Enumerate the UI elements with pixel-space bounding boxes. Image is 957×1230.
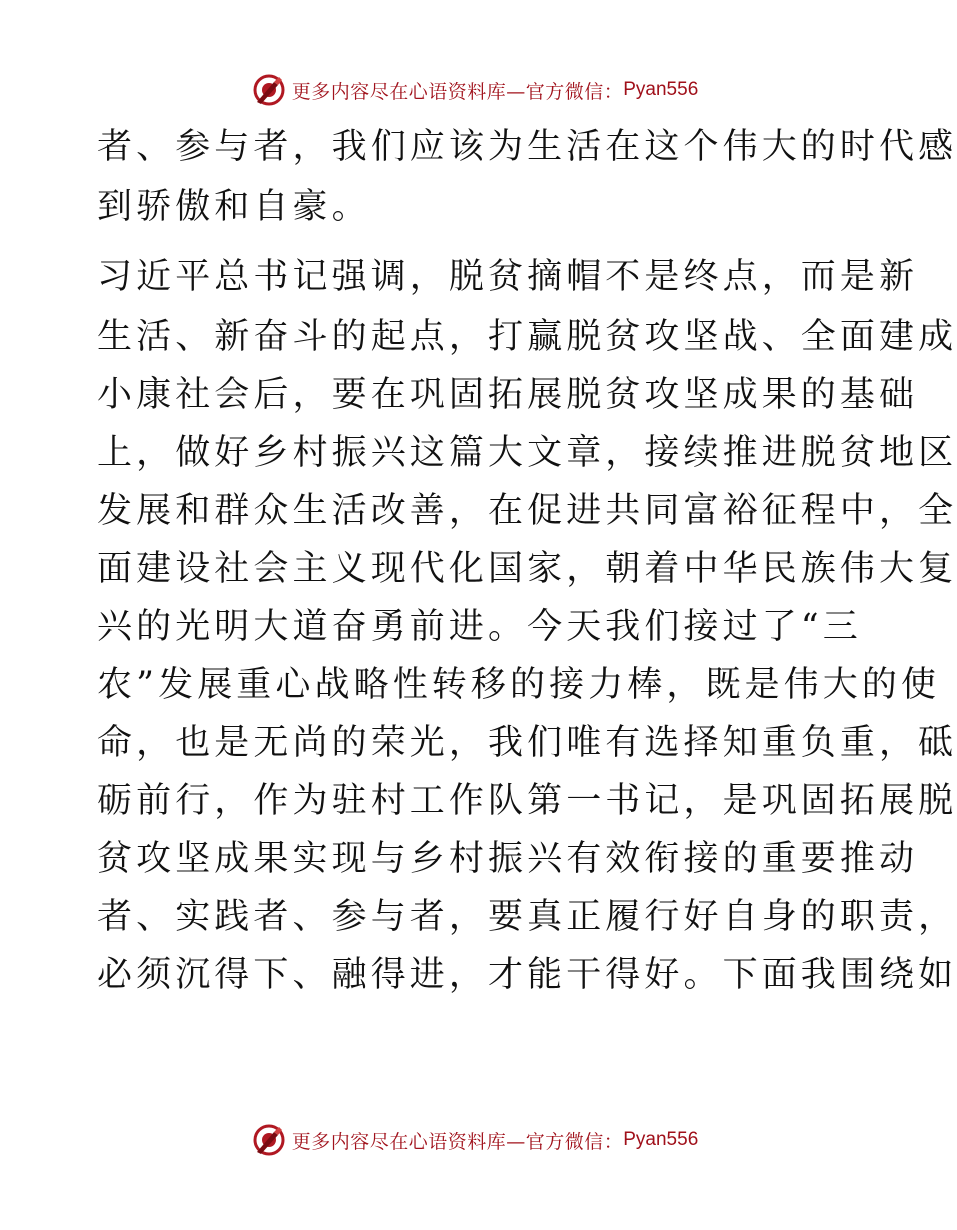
body-line: 发展和群众生活改善，在促进共同富裕征程中，全 — [97, 491, 957, 531]
body-line: 砺前行，作为驻村工作队第一书记，是巩固拓展脱 — [97, 781, 957, 821]
body-line: 兴的光明大道奋勇前进。今天我们接过了“三 — [97, 607, 862, 647]
body-line: 上，做好乡村振兴这篇大文章，接续推进脱贫地区 — [97, 433, 957, 473]
body-line: 生活、新奋斗的起点，打赢脱贫攻坚战、全面建成 — [97, 317, 957, 357]
watermark-wechat-id: Pyan556 — [623, 79, 699, 100]
body-line: 面建设社会主义现代化国家，朝着中华民族伟大复 — [97, 549, 957, 589]
header-watermark — [0, 70, 950, 110]
watermark-text: 更多内容尽在心语资料库—官方微信： — [291, 1130, 624, 1153]
body-line: 小康社会后，要在巩固拓展脱贫攻坚成果的基础 — [97, 375, 919, 415]
body-line: 必须沉得下、融得进，才能干得好。下面我围绕如 — [97, 955, 957, 995]
body-line: 到骄傲和自豪。 — [97, 187, 371, 227]
pen-logo-icon — [252, 1123, 286, 1157]
watermark-wechat-id: Pyan556 — [623, 1129, 699, 1150]
body-line: 习近平总书记强调，脱贫摘帽不是终点，而是新 — [97, 257, 919, 297]
pen-logo-icon — [252, 73, 286, 107]
body-line: 命，也是无尚的荣光，我们唯有选择知重负重，砥 — [97, 723, 957, 763]
body-line: 贫攻坚成果实现与乡村振兴有效衔接的重要推动 — [97, 839, 919, 879]
body-line: 者、实践者、参与者，要真正履行好自身的职责， — [97, 897, 957, 937]
footer-watermark — [0, 1120, 950, 1160]
body-line: 者、参与者，我们应该为生活在这个伟大的时代感 — [97, 127, 957, 167]
body-line: 农”发展重心战略性转移的接力棒，既是伟大的使 — [97, 665, 941, 705]
watermark-text: 更多内容尽在心语资料库—官方微信： — [291, 80, 624, 103]
